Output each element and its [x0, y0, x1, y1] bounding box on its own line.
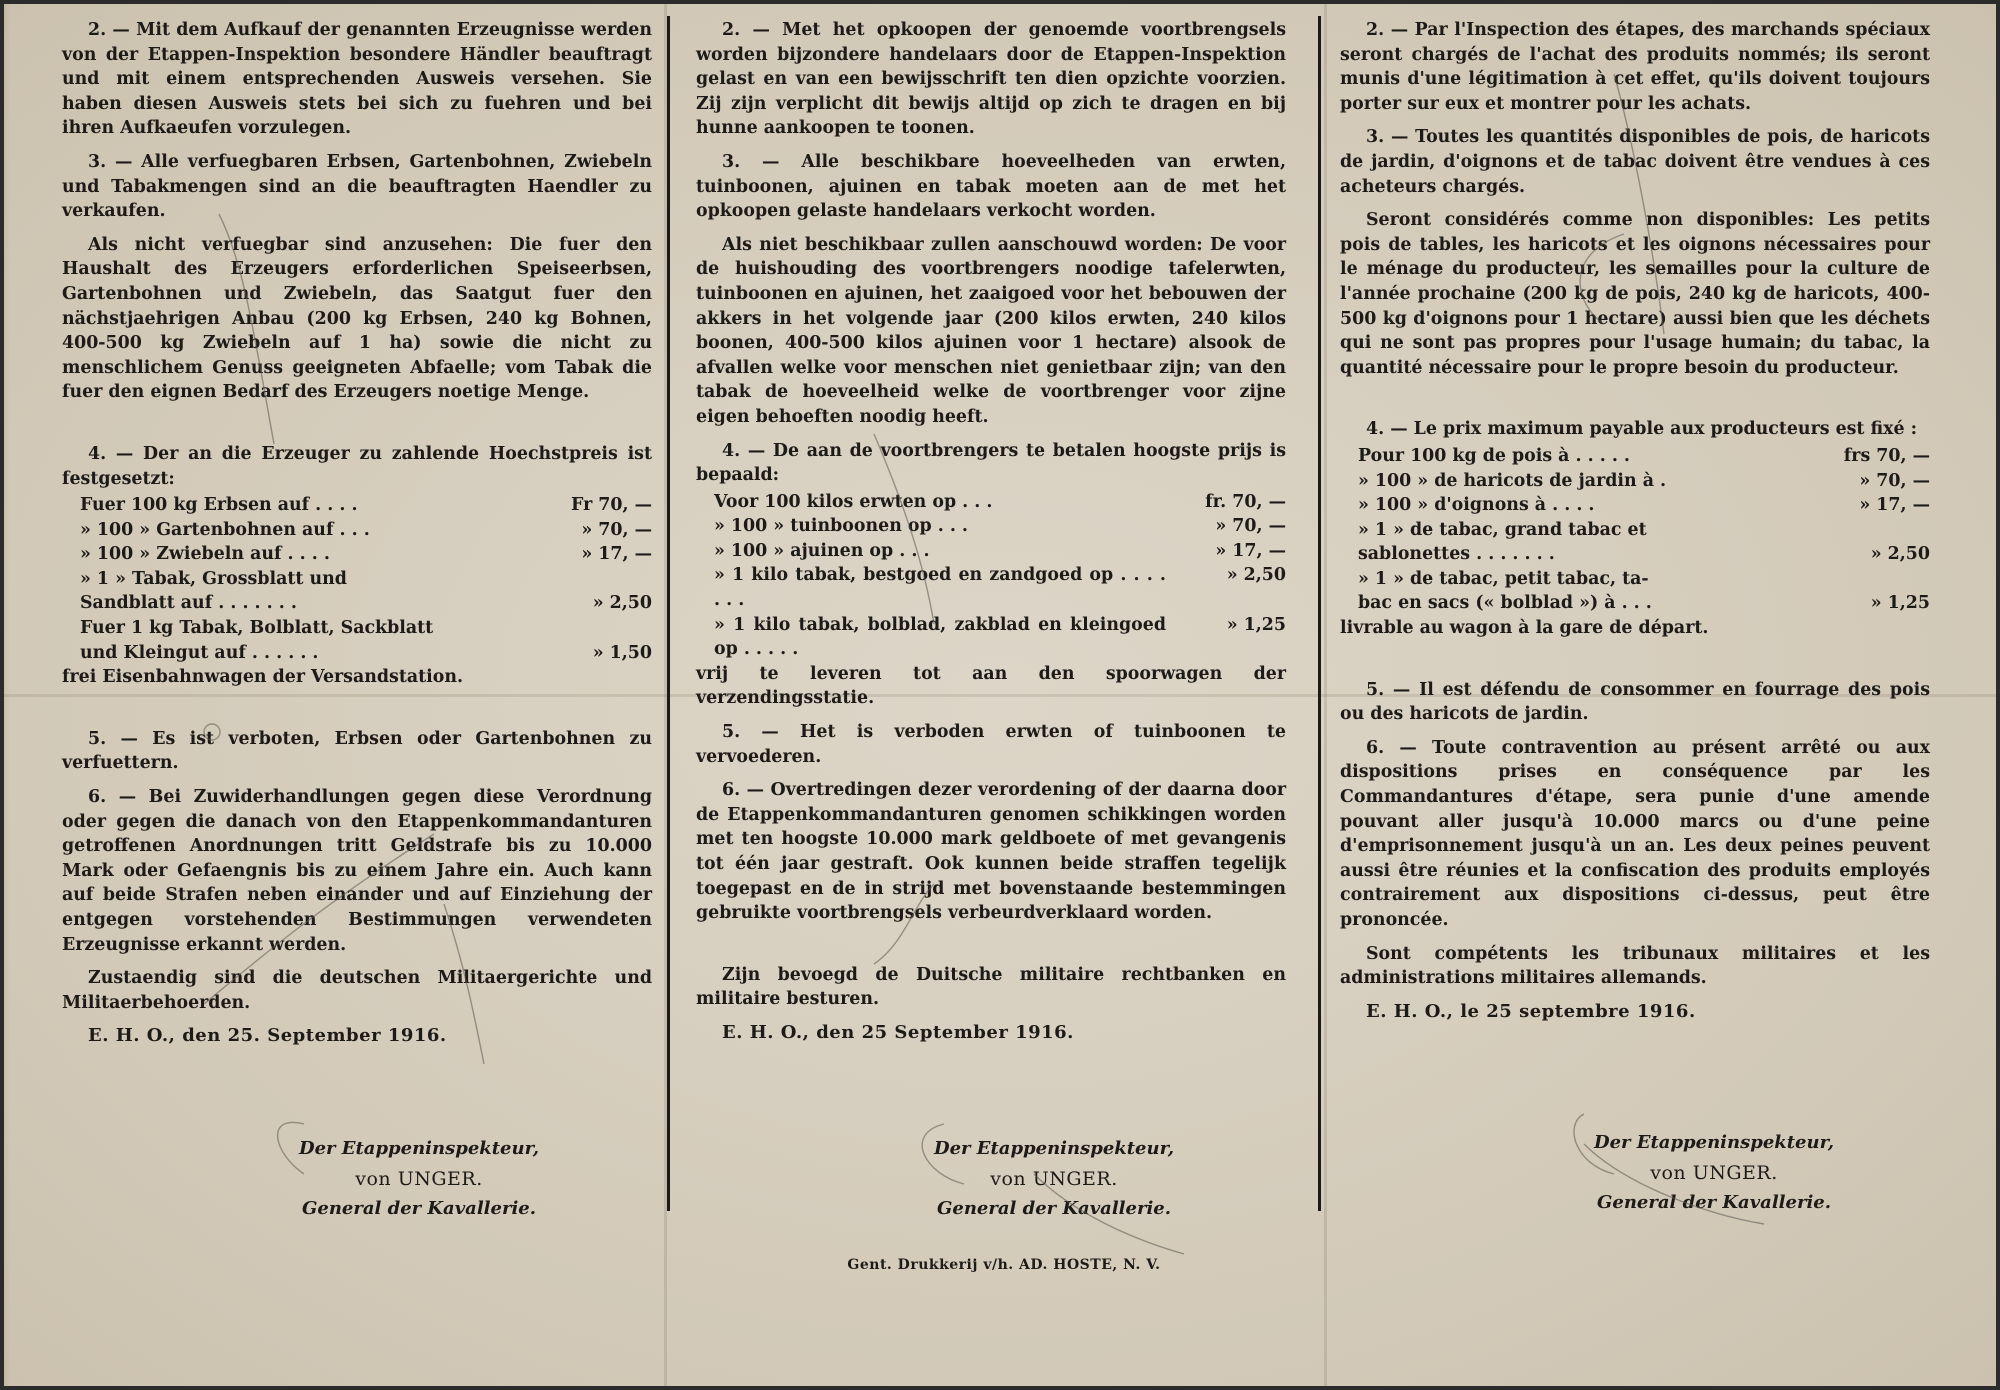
signatory-rank: General der Kavallerie.: [937, 1198, 1171, 1219]
price-row: » 100 » Zwiebeln auf . . . . » 17, —: [80, 544, 652, 565]
delivery-terms: frei Eisenbahnwagen der Versandstation.: [62, 667, 464, 688]
price-row: bac en sacs (« bolblad ») à . . . » 1,25: [1358, 593, 1930, 614]
french-column: [1340, 18, 1930, 1033]
paragraph-6: 6. — Overtredingen dezer verordening of der daarna door de Etappenkommandanturen genomen schikkingen worden met ten hoogste 10.000 mark geldboete of met gevangenis tot één jaar gestraft. Ook kunnen beide straffen tegelijk toegepast en de in strijd met bovenstaande bestemmingen gebruikte voortbrengsels verbeurdverklaard worden.: [696, 780, 1286, 924]
paragraph-3-exemptions: Seront considérés comme non disponibles: Les petits pois de tables, les haricots et les oignons nécessaires pour le ménage du producteur, les semailles pour la culture de l'année prochaine (200 kg de pois, 240 kg de haricots, 400-500 kg d'oignons pour 1 hectare) aussi bien que les déchets qui ne sont pas propres pour l'usage humain; du tabac, la quantité nécessaire pour le propre besoin du producteur.: [1340, 210, 1930, 378]
price-list: [696, 490, 1286, 662]
paragraph-4: 4. — De aan de voortbrengers te betalen hoogste prijs is bepaald:: [696, 440, 1286, 486]
price-row: Fuer 100 kg Erbsen auf . . . . Fr 70, —: [80, 495, 652, 516]
column-rule: [667, 16, 670, 1211]
price-row: » 1 » de tabac, grand tabac et: [1358, 519, 1647, 540]
paragraph-6-jurisdiction: Sont compétents les tribunaux militaires et les administrations militaires allemands.: [1340, 943, 1930, 989]
price-row: sablonettes . . . . . . . » 2,50: [1358, 544, 1930, 565]
signatory-name: von UNGER.: [1650, 1162, 1778, 1184]
signatory-name: von UNGER.: [355, 1168, 483, 1190]
price-row: » 1 » de tabac, petit tabac, ta-: [1358, 568, 1649, 589]
price-row: » 100 » Gartenbohnen auf . . . » 70, —: [80, 519, 652, 540]
signature-block: [874, 1134, 1234, 1224]
paragraph-6-jurisdiction: Zustaendig sind die deutschen Militaergerichte und Militaerbehoerden.: [62, 968, 652, 1013]
price-row: Sandblatt auf . . . . . . . » 2,50: [80, 593, 652, 614]
paragraph-6-jurisdiction: Zijn bevoegd de Duitsche militaire rechtbanken en militaire besturen.: [696, 964, 1286, 1010]
delivery-terms: livrable au wagon à la gare de départ.: [1340, 618, 1709, 639]
price-list: [62, 493, 652, 665]
price-row: » 100 » ajuinen op . . . » 17, —: [714, 540, 1286, 561]
paragraph-3-exemptions: Als nicht verfuegbar sind anzusehen: Die fuer den Haushalt des Erzeugers erforderlichen Speiseerbsen, Gartenbohnen und Zwiebeln, das Saatgut fuer den nächstjaehrigen Anbau (200 kg Erbsen, 240 kg Bohnen, 400-500 kg Zwiebeln auf 1 ha) sowie die nicht zu menschlichem Genuss geeigneten Abfaelle; vom Tabak die fuer den eignen Bedarf des Erzeugers noetige Menge.: [62, 234, 652, 403]
price-row: Fuer 1 kg Tabak, Bolblatt, Sackblatt: [80, 618, 434, 639]
dateline: E. H. O., den 25 September 1916.: [722, 1021, 1074, 1043]
price-row: » 1 kilo tabak, bolblad, zakblad en kleingoed op . . . . . » 1,25: [714, 614, 1286, 660]
paragraph-3: 3. — Alle verfuegbaren Erbsen, Gartenbohnen, Zwiebeln und Tabakmengen sind an die beauftragten Haendler zu verkaufen.: [62, 151, 652, 222]
printer-imprint: Gent. Drukkerij v/h. AD. HOSTE, N. V.: [847, 1257, 1161, 1273]
paragraph-4: 4. — Le prix maximum payable aux producteurs est fixé :: [1366, 419, 1918, 440]
signatory-title: Der Etappeninspekteur,: [933, 1138, 1175, 1159]
dutch-column: [696, 18, 1286, 1055]
paragraph-3-exemptions: Als niet beschikbaar zullen aanschouwd worden: De voor de huishouding des voortbrengers noodige tafelerwten, tuinboonen en ajuinen, het zaaigoed voor het bebouwen der akkers in het volgende jaar (200 kilos erwten, 240 kilos boonen, 400-500 kilos ajuinen voor 1 hectare) alsook de afvallen welke voor menschen niet genietbaar zijn; van den tabak de hoeveelheid welke de voortbrenger voor zijne eigen behoeften noodig heeft.: [696, 234, 1286, 427]
dateline: E. H. O., den 25. September 1916.: [88, 1025, 447, 1047]
paragraph-3: 3. — Alle beschikbare hoeveelheden van erwten, tuinboonen, ajuinen en tabak moeten aan de met het opkoopen gelaste handelaars verkocht worden.: [696, 151, 1286, 222]
poster-sheet: [4, 4, 1996, 1386]
signatory-title: Der Etappeninspekteur,: [1593, 1132, 1835, 1153]
paragraph-4: 4. — Der an die Erzeuger zu zahlende Hoechstpreis ist festgesetzt:: [62, 443, 652, 489]
paragraph-5: 5. — Il est défendu de consommer en fourrage des pois ou des haricots de jardin.: [1340, 679, 1930, 725]
delivery-terms: vrij te leveren tot aan den spoorwagen der verzendingsstatie.: [696, 663, 1286, 709]
paragraph-2: 2. — Mit dem Aufkauf der genannten Erzeugnisse werden von der Etappen-Inspektion besondere Händler beauftragt und mit einem entsprechenden Ausweis versehen. Sie haben diesen Ausweis stets bei sich zu fuehren und bei ihren Aufkaeufen vorzulegen.: [62, 20, 652, 139]
price-row: » 100 » tuinboonen op . . . » 70, —: [714, 516, 1286, 537]
dateline: E. H. O., le 25 septembre 1916.: [1366, 1000, 1696, 1022]
price-row: Pour 100 kg de pois à . . . . . frs 70, —: [1358, 445, 1930, 466]
signatory-rank: General der Kavallerie.: [302, 1198, 536, 1219]
price-row: » 100 » de haricots de jardin à . » 70, —: [1358, 470, 1930, 491]
paragraph-6: 6. — Toute contravention au présent arrêté ou aux dispositions prises en conséquence par les Commandantures d'étape, sera punie d'une amende pouvant aller jusqu'à 10.000 marcs ou d'une peine d'emprisonnement jusqu'à un an. Les deux peines peuvent aussi être réunies et la confiscation des produits employés contrairement aux dispositions ci-dessus, peut être prononcée.: [1340, 737, 1930, 930]
price-row: und Kleingut auf . . . . . . » 1,50: [80, 642, 652, 663]
signature-block: [1534, 1128, 1894, 1218]
signatory-name: von UNGER.: [990, 1168, 1118, 1190]
price-row: » 100 » d'oignons à . . . . » 17, —: [1358, 495, 1930, 516]
signatory-rank: General der Kavallerie.: [1597, 1192, 1831, 1213]
signature-block: [239, 1134, 599, 1224]
german-column: [62, 18, 652, 1058]
paragraph-2: 2. — Par l'Inspection des étapes, des marchands spéciaux seront chargés de l'achat des produits nommés; ils seront munis d'une légitimation à cet effet, qu'ils doivent toujours porter sur eux et montrer pour les achats.: [1340, 20, 1930, 114]
paragraph-3: 3. — Toutes les quantités disponibles de pois, de haricots de jardin, d'oignons et de tabac doivent être vendues à ces acheteurs chargés.: [1340, 127, 1930, 197]
price-row: » 1 » Tabak, Grossblatt und: [80, 568, 347, 589]
signatory-title: Der Etappeninspekteur,: [298, 1138, 540, 1159]
column-rule: [1318, 16, 1321, 1211]
paragraph-6: 6. — Bei Zuwiderhandlungen gegen diese Verordnung oder gegen die danach von den Etappenkommandanturen getroffenen Anordnungen tritt Geldstrafe bis zu 10.000 Mark oder Gefaengnis bis zu einem Jahre ein. Auch kann auf beide Strafen neben einander und auf Einziehung der entgegen vorstehenden Bestimmungen verwendeten Erzeugnisse erkannt werden.: [62, 787, 652, 955]
paragraph-5: 5. — Es ist verboten, Erbsen oder Gartenbohnen zu verfuettern.: [62, 728, 652, 774]
price-row: Voor 100 kilos erwten op . . . fr. 70, —: [714, 491, 1286, 512]
price-list: [1340, 444, 1930, 616]
paragraph-2: 2. — Met het opkoopen der genoemde voortbrengsels worden bijzondere handelaars door de Etappen-Inspektion gelast en van een bewijsschrift ten dien opzichte voorzien. Zij zijn verplicht dit bewijs altijd op zich te dragen en bij hunne aankoopen te toonen.: [696, 20, 1286, 139]
paragraph-5: 5. — Het is verboden erwten of tuinboonen te vervoederen.: [696, 722, 1286, 767]
price-row: » 1 kilo tabak, bestgoed en zandgoed op . . . . . . . » 2,50: [714, 565, 1286, 611]
